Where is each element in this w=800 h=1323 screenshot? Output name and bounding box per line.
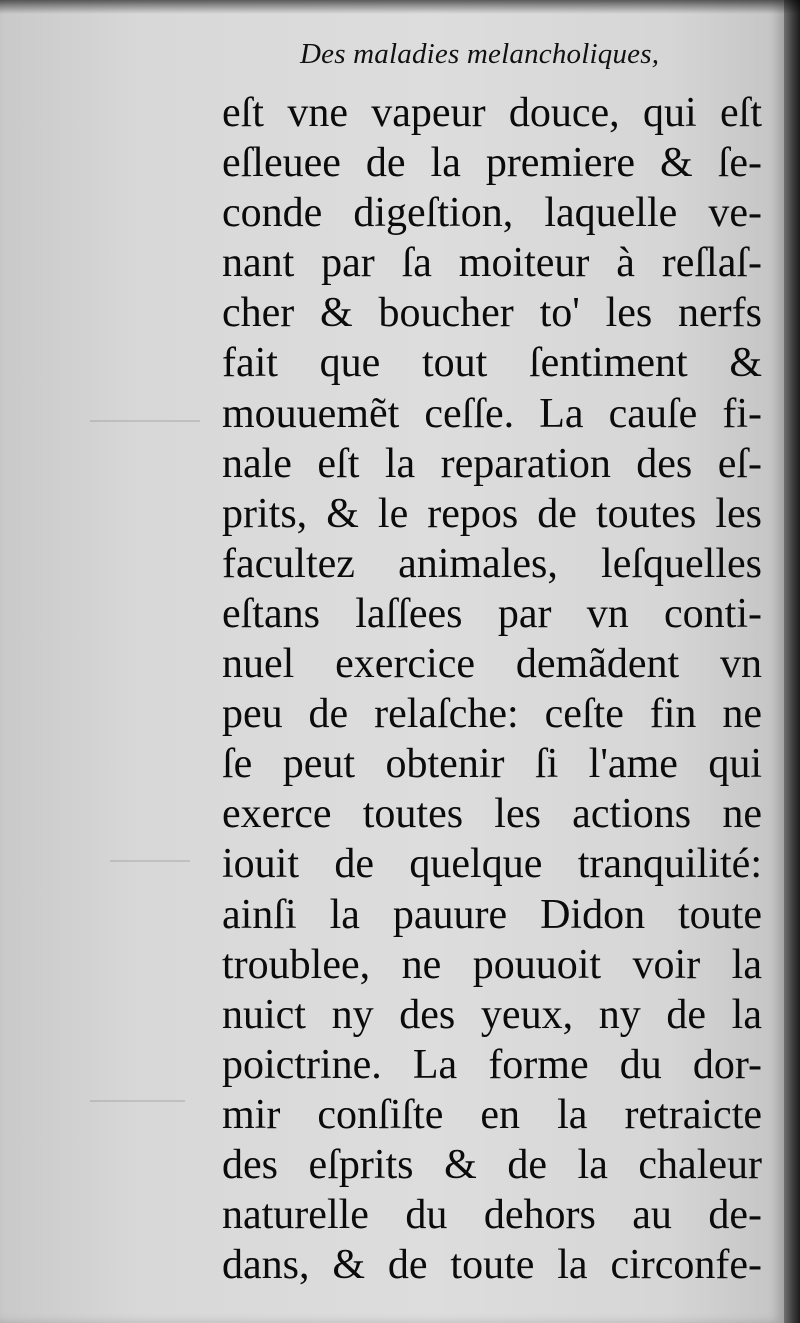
text-line: exerce toutes les actions ne — [222, 791, 762, 838]
text-line: eſleuee de la premiere & ſe- — [222, 140, 762, 187]
text-line: poictrine. La forme du dor- — [222, 1041, 762, 1088]
text-line: mir conſiſte en la retraicte — [222, 1091, 762, 1138]
text-line: dans, & de toute la circonfe- — [222, 1242, 762, 1289]
text-line: eſtans laſſees par vn conti- — [222, 590, 762, 637]
show-through-mark — [90, 420, 200, 422]
show-through-mark — [90, 1100, 185, 1102]
text-line: ainſi la pauure Didon toute — [222, 891, 762, 938]
text-line: nale eſt la reparation des eſ- — [222, 440, 762, 487]
text-line: troublee, ne pouuoit voir la — [222, 941, 762, 988]
body-text — [222, 88, 762, 1290]
text-line: ſe peut obtenir ſi l'ame qui — [222, 741, 762, 788]
text-line: nuel exercice demãdent vn — [222, 641, 762, 688]
text-line: nuict ny des yeux, ny de la — [222, 991, 762, 1038]
text-line: peu de relaſche: ceſte fin ne — [222, 691, 762, 738]
text-line: fait que tout ſentiment & — [222, 340, 762, 387]
text-line: naturelle du dehors au de- — [222, 1192, 762, 1239]
running-head: Des maladies melancholiques, — [300, 38, 660, 70]
text-line: cher & boucher to' les nerfs — [222, 290, 762, 337]
text-line: nant par ſa moiteur à reſlaſ- — [222, 240, 762, 287]
text-line: mouuemẽt ceſſe. La cauſe fi- — [222, 390, 762, 437]
text-line: facultez animales, leſquelles — [222, 540, 762, 587]
scan-shadow — [0, 0, 800, 14]
show-through-mark — [110, 860, 190, 862]
text-line: des eſprits & de la chaleur — [222, 1141, 762, 1188]
text-line: conde digeſtion, laquelle ve- — [222, 190, 762, 237]
text-line: eſt vne vapeur douce, qui eſt — [222, 90, 762, 136]
book-spine-edge — [784, 0, 800, 1323]
text-line: prits, & le repos de toutes les — [222, 490, 762, 537]
text-line: iouit de quelque tranquilité: — [222, 841, 762, 888]
